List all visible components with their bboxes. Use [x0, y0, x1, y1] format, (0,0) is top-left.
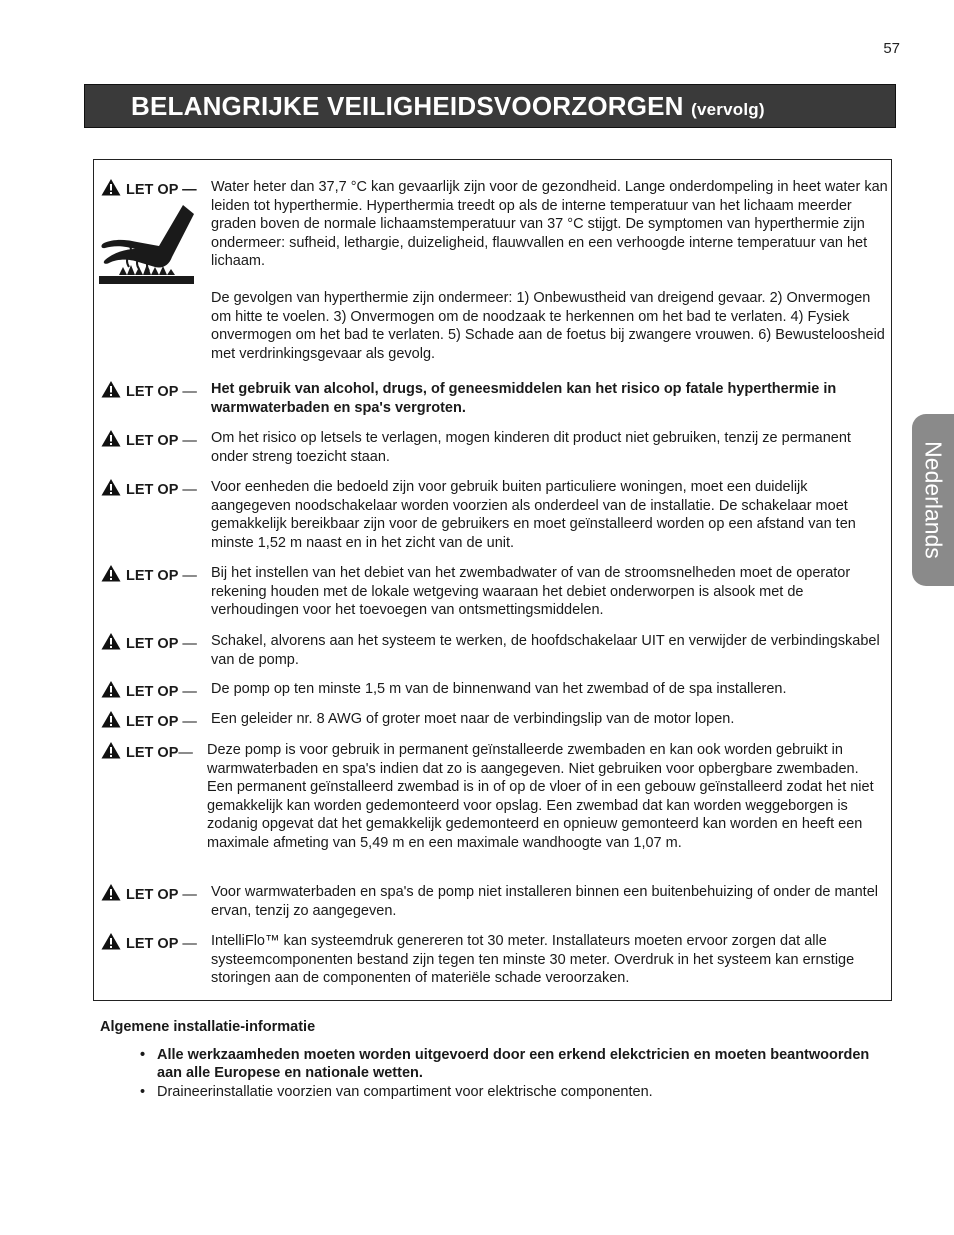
warning-triangle-icon: [101, 932, 121, 950]
warning-triangle-icon: [101, 178, 121, 196]
caution-dash: —: [178, 745, 193, 761]
language-tab-label: Nederlands: [920, 441, 947, 559]
caution-text: Voor warmwaterbaden en spa's de pomp niet installeren binnen een buitenbehuizing of onder de mantel ervan, tenzij zo aangegeven.: [211, 884, 878, 919]
caution-label: LET OP: [126, 568, 179, 584]
list-item-text: Alle werkzaamheden moeten worden uitgevoerd door een erkend elekctricien en moeten beantwoorden aan alle Europese en nationale wetten.: [157, 1046, 870, 1082]
caution-label: LET OP: [126, 433, 179, 449]
caution-label: LET OP: [126, 714, 179, 730]
caution-dash: —: [182, 684, 197, 700]
section-title: Algemene installatie-informatie: [100, 1019, 316, 1035]
header-title: BELANGRIJKE VEILIGHEIDSVOORZORGEN: [131, 91, 684, 121]
bullet-icon: •: [140, 1083, 146, 1100]
installation-list: [100, 1046, 880, 1102]
caution-label: LET OP: [126, 636, 179, 652]
list-item: [100, 1083, 880, 1102]
caution-text: [211, 178, 889, 363]
hot-surface-hand-icon: [99, 205, 194, 305]
caution-text: Bij het instellen van het debiet van het zwembadwater of van de stroomsnelheden moet de operator rekening houden met de lokale wetgeving waaraan het debiet onderworpen is alsook met de verhoudingen voor het toevoegen van ontsmettingsmiddelen.: [211, 565, 851, 619]
caution-label: LET OP —: [126, 182, 197, 198]
warning-triangle-icon: [101, 564, 121, 582]
caution-text: Voor eenheden die bedoeld zijn voor gebruik buiten particuliere woningen, moet een duidelijk aangegeven noodschakelaar worden voorzien als onderdeel van de installatie. De schakelaar moet gemakkelijk bereikbaar zijn voor de gebruikers en moet geïnstalleerd worden op een afstand van ten minste 1,52 m naast en in het zicht van de unit.: [211, 479, 856, 551]
warning-triangle-icon: [101, 632, 121, 650]
warning-triangle-icon: [101, 380, 121, 398]
warning-triangle-icon: [101, 429, 121, 447]
warning-triangle-icon: [101, 883, 121, 901]
caution-dash: —: [182, 384, 197, 400]
section-header: [84, 84, 896, 128]
warning-triangle-icon: [101, 478, 121, 496]
caution-dash: —: [182, 714, 197, 730]
caution-text: Een geleider nr. 8 AWG of groter moet naar de verbindingslip van de motor lopen.: [211, 711, 735, 727]
caution-text: De pomp op ten minste 1,5 m van de binnenwand van het zwembad of de spa installeren.: [211, 681, 787, 697]
caution-dash: —: [182, 887, 197, 903]
caution-dash: —: [182, 636, 197, 652]
caution-label: LET OP: [126, 384, 179, 400]
warning-triangle-icon: [101, 741, 121, 759]
page-number: 57: [883, 40, 900, 57]
caution-text: IntelliFlo™ kan systeemdruk genereren tot 30 meter. Installateurs moeten ervoor zorgen dat alle systeemcomponenten bestand zijn tegen ten minste 30 meter. Overdruk in het systeem kan ernstige storingen aan de componenten of materiële schade veroorzaken.: [211, 933, 855, 987]
caution-label: LET OP: [126, 745, 179, 761]
caution-dash: —: [182, 936, 197, 952]
installation-section: [100, 1018, 880, 1101]
header-subtitle: (vervolg): [691, 100, 765, 119]
caution-text: Schakel, alvorens aan het systeem te werken, de hoofdschakelaar UIT en verwijder de verbindingskabel van de pomp.: [211, 633, 880, 668]
caution-text: Om het risico op letsels te verlagen, mogen kinderen dit product niet gebruiken, tenzij ze permanent onder streng toezicht staan.: [211, 430, 851, 465]
list-item: [100, 1046, 880, 1083]
bullet-icon: •: [140, 1046, 146, 1063]
page-title: [131, 91, 765, 122]
caution-dash: —: [182, 433, 197, 449]
warning-triangle-icon: [101, 680, 121, 698]
caution-label: LET OP: [126, 936, 179, 952]
warnings-box: [93, 159, 892, 1001]
list-item-text: Draineerinstallatie voorzien van compartiment voor elektrische componenten.: [157, 1083, 653, 1100]
caution-dash: —: [182, 568, 197, 584]
caution-label: LET OP: [126, 482, 179, 498]
language-tab[interactable]: [912, 414, 954, 586]
caution-text: Het gebruik van alcohol, drugs, of geneesmiddelen kan het risico op fatale hyperthermie in warmwaterbaden en spa's vergroten.: [211, 381, 837, 416]
caution-label: LET OP: [126, 684, 179, 700]
caution-label: LET OP: [126, 887, 179, 903]
caution-paragraph: De gevolgen van hyperthermie zijn ondermeer: 1) Onbewustheid van dreigend gevaar. 2) Onvermogen om hitte te voelen. 3) Onvermogen om de noodzaak te herkennen om het bad te verlaten. 4) Fysiek onvermogen om het bad te verlaten. 5) Schade aan de foetus bij zwangere vrouwen. 6) Bewusteloosheid met verdrinkingsgevaar als gevolg.: [211, 289, 885, 362]
caution-paragraph: Water heter dan 37,7 °C kan gevaarlijk zijn voor de gezondheid. Lange onderdompeling in heet water kan leiden tot hyperthermie. Hyperthermia treedt op als de interne temperatuur van het lichaam meerder graden boven de normale lichaamstemperatuur van 37 °C stijgt. De symptomen van hyperthermie zijn ondermeer: sufheid, lethargie, duizeligheid, flauwvallen en een verhoogde interne temperatuur van het lichaam.: [211, 179, 888, 270]
caution-text: Deze pomp is voor gebruik in permanent geïnstalleerde zwembaden en kan ook worden gebruikt in warmwaterbaden en spa's indien dat zo is aangegeven. Niet gebruiken voor opbergbare zwembaden. Een permanent geïnstalleerd zwembad is in of op de vloer of in een gebouw geïnstalleerd zodat het niet gemakkelijk kan worden gedemonteerd voor opslag. Een zwembad dat kan worden weggeborgen is zodanig opgevat dat het gemakkelijk gedemonteerd en opnieuw gemonteerd kan worden en heeft een maximale afmeting van 5,49 m en een maximale wandhoogte van 1,07 m.: [207, 742, 874, 851]
caution-dash: —: [182, 482, 197, 498]
warning-triangle-icon: [101, 710, 121, 728]
